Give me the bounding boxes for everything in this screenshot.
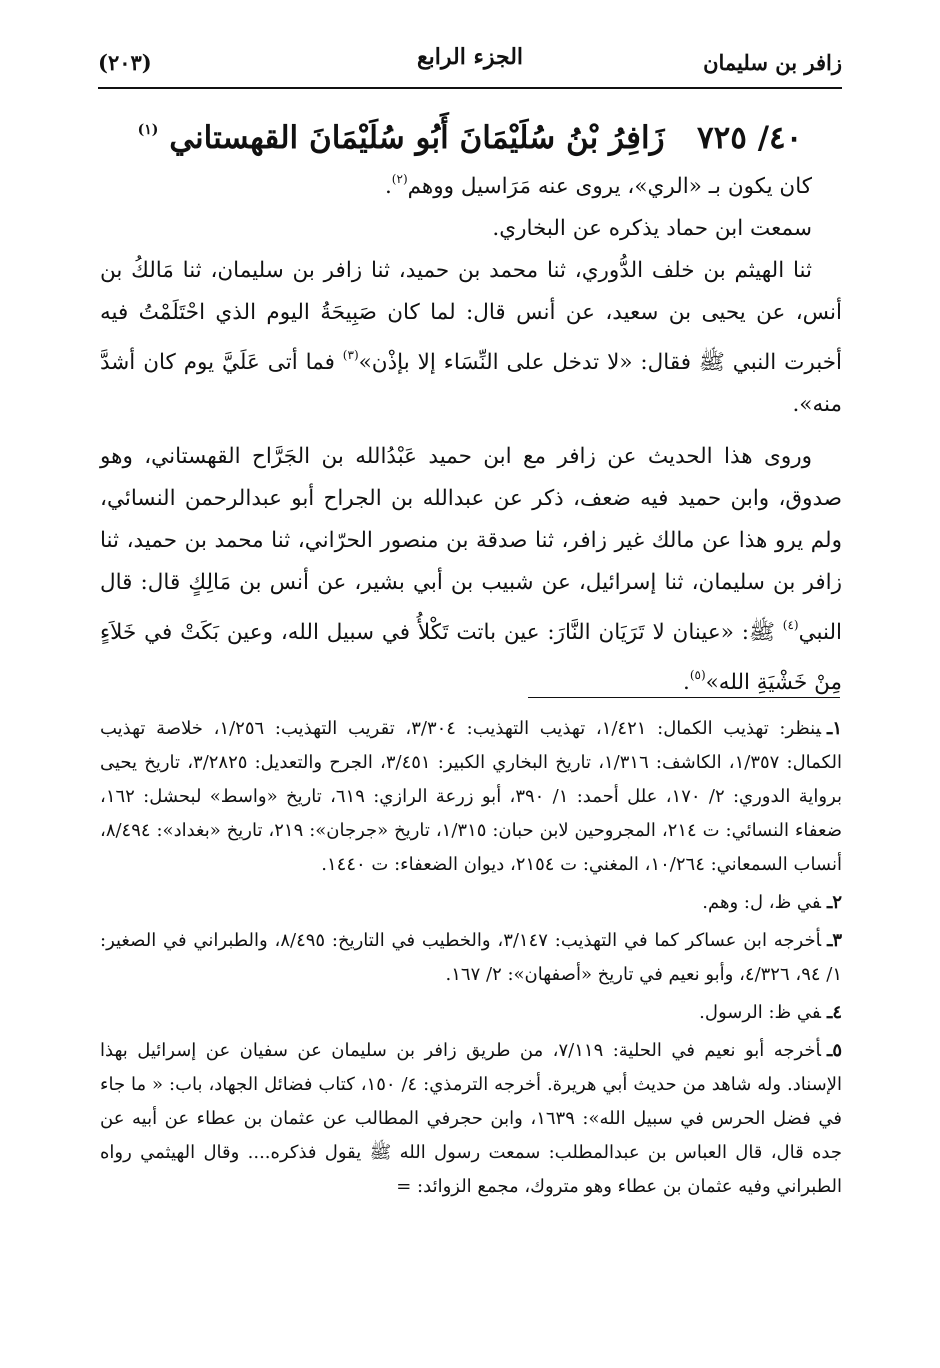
- hadith-1-text: ثنا الهيثم بن خلف الدُّوري، ثنا محمد بن حميد، ثنا زافر بن سليمان، ثنا مَالكُ بن أنس، عن يحيى بن سعيد، عن أنس قال: لما كان صَبِيحَةُ اليوم الذي احْتَلَمْتُ فيه أخبرت النبي ﷺ فقال: «لا تدخل على النِّسَاء إلا بإذْن»: [100, 258, 843, 375]
- footnote-3-number: ٣ـ: [827, 930, 843, 951]
- entry-name: زَافِرُ بْنُ سُلَيْمَانَ أَبُو سُلَيْمَانَ القهستاني: [169, 120, 665, 156]
- footnote-5: [100, 1034, 842, 1204]
- paragraph-2: سمعت ابن حماد يذكره عن البخاري.: [492, 216, 812, 241]
- page-number: (٢٠٣): [98, 50, 152, 75]
- hadith-2-quote: ﷺ: «عينان لا تَرَيَان النَّارَ: عين باتت تَكْلأُ في سبيل الله، وعين بَكَتْ في خَلاَءٍ مِنْ خَشْيَةِ الله»: [100, 620, 842, 695]
- footnote-1: [100, 712, 842, 882]
- footnote-5-text: أخرجه أبو نعيم في الحلية: ٧/١١٩، من طريق زافر بن سليمان عن سفيان عن إسرائيل بهذا الإسناد. وله شاهد من حديث أبي هريرة. أخرجه الترمذي: ٤/ ١٥٠، كتاب فضائل الجهاد، باب: « ما جاء في فضل الحرس في سبيل الله»: ١٦٣٩، وابن حجرفي المطالب عن عثمان بن عطاء عن أبيه عن جده قال، قال العباس بن عبدالمطلب: سمعت رسول الله ﷺ يقول فذكره.... وقال الهيثمي رواه الطبراني وفيه عثمان بن عطاء وهو متروك، مجمع الزوائد: =: [100, 1040, 842, 1197]
- footnote-ref-4: (٤): [782, 618, 799, 632]
- entry-title: [98, 108, 842, 160]
- footnote-4: [100, 996, 842, 1030]
- footnote-separator: [528, 697, 840, 698]
- footnote-2-number: ٢ـ: [827, 892, 842, 913]
- footnote-4-number: ٤ـ: [827, 1002, 842, 1023]
- footnote-1-text: ينظر: تهذيب الكمال: ١/٤٢١، تهذيب التهذيب: ٣/٣٠٤، تقريب التهذيب: ١/٢٥٦، خلاصة تهذيب الكمال: ١/٣٥٧، الكاشف: ١/٣١٦، تاريخ البخاري الكبير: ٣/٤٥١، الجرح والتعديل: ٣/٢٨٢٥، تاريخ يحيى برواية الدوري: ٢/ ١٧٠، علل أحمد: ١/ ٣٩٠، أبو زرعة الرازي: ٦١٩، تاريخ «واسط» لبحشل: ١٦٢، ضعفاء النسائي: ت ٢١٤، المجروحين لابن حبان: ١/٣١٥، تاريخ «جرجان»: ٢١٩، تاريخ «بغداد»: ٨/٤٩٤، أنساب السمعاني: ١٠/٢٦٤، المغني: ت ٢١٥٤، ديوان الضعفاء: ت ١٤٤٠.: [100, 718, 843, 875]
- footnote-1-number: ١ـ: [827, 718, 842, 739]
- main-text: [100, 158, 842, 704]
- hadith-2-text: وروى هذا الحديث عن زافر مع ابن حميد عَبْدُالله بن الجَرَّاح القهستاني، وهو صدوق، وابن حميد فيه ضعف، ذكر عن عبدالله بن الجراح أبو عبدالرحمن النسائي، ولم يرو هذا عن مالك غير زافر، ثنا صدقة بن منصور الحرّاني، ثنا محمد بن حميد، ثنا زافر بن سليمان، ثنا إسرائيل، عن شبيب بن أبي بشير، عن أنس بن مَالِكٍ قال: قال النبي: [100, 444, 842, 645]
- paragraph-1-end: .: [384, 174, 392, 199]
- paragraph-1: [100, 158, 842, 208]
- footnote-ref-2: (٢): [391, 172, 408, 186]
- running-head-volume: الجزء الرابع: [416, 44, 524, 70]
- footnote-ref-5: (٥): [689, 668, 706, 682]
- footnote-2: [100, 886, 842, 920]
- entry-number: ٤٠/ ٧٢٥: [696, 120, 803, 156]
- header-rule: [98, 87, 842, 89]
- footnote-ref-1: (١): [137, 122, 159, 138]
- footnote-3: [100, 924, 842, 992]
- paragraph-1-text: كان يكون بـ «الري»، يروى عنه مَرَاسيل ووهم: [407, 174, 812, 199]
- paragraph-3: [100, 250, 842, 426]
- running-head-entry: زافر بن سليمان: [703, 50, 842, 75]
- footnote-3-text: أخرجه ابن عساكر كما في التهذيب: ٣/١٤٧، والخطيب في التاريخ: ٨/٤٩٥، والطبراني في الصغير: ١/ ٩٤، ٤/٣٢٦، وأبو نعيم في تاريخ «أصفهان»: ٢/ ١٦٧.: [100, 930, 842, 985]
- footnote-ref-3: (٣): [342, 348, 359, 362]
- hadith-1-end: فما أتى عَلَيَّ يوم كان أشدَّ منه».: [100, 350, 842, 417]
- footnotes: [100, 712, 842, 1208]
- page-header: [98, 44, 842, 80]
- hadith-2-end: .: [682, 670, 690, 695]
- paragraph-4: [100, 436, 842, 704]
- footnote-4-text: في ظ: الرسول.: [699, 1002, 822, 1023]
- footnote-5-number: ٥ـ: [827, 1040, 842, 1061]
- footnote-2-text: في ظ، ل: وهم.: [702, 892, 822, 913]
